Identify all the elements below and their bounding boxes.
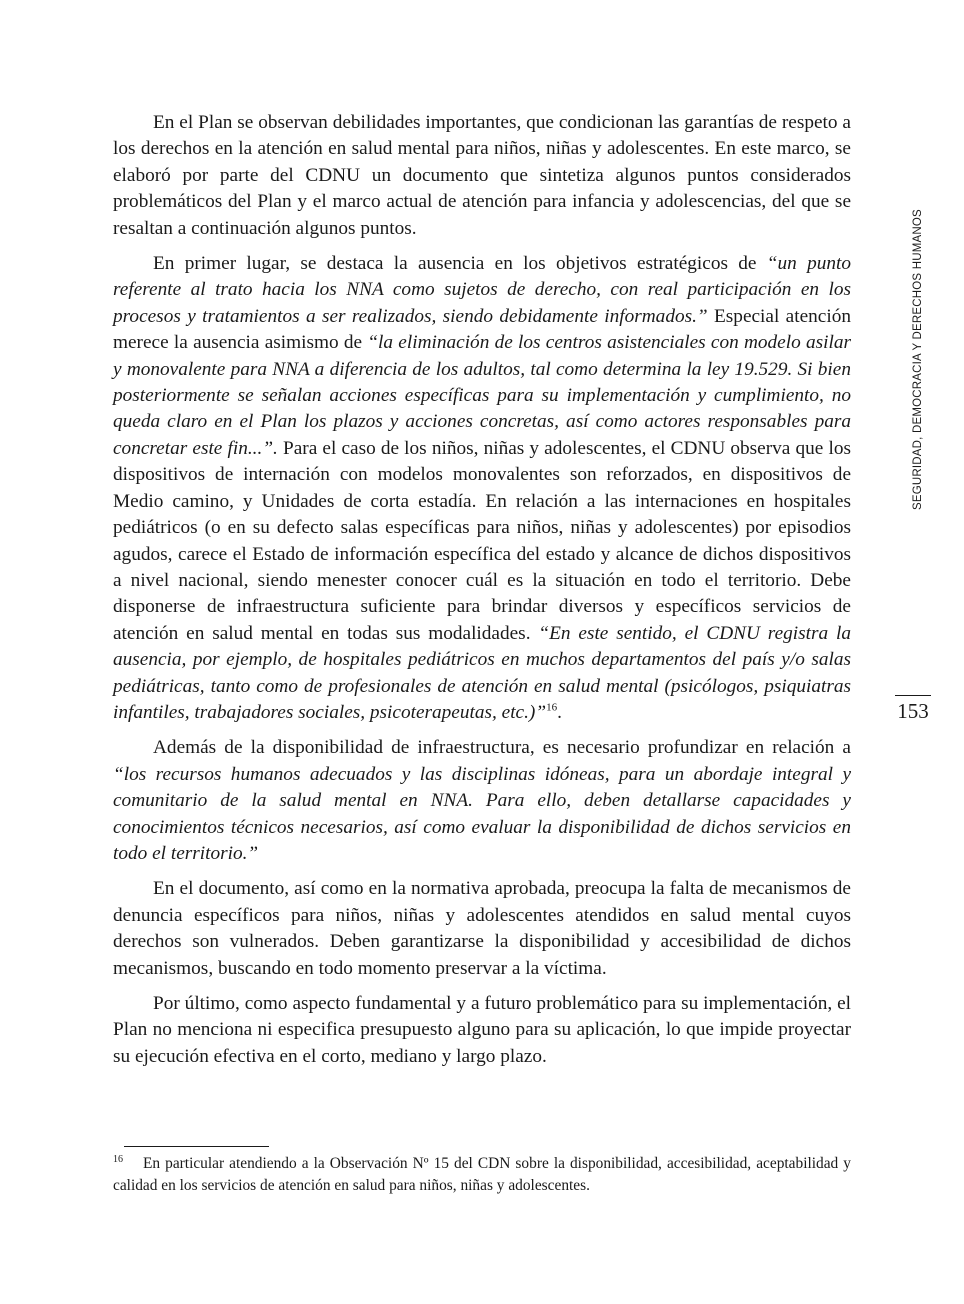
- running-header: SEGURIDAD, DEMOCRACIA Y DERECHOS HUMANOS: [912, 209, 924, 510]
- paragraph-1-text: En el Plan se observan debilidades importantes, que condicionan las garantías de respeto a los derechos en la atención en salud mental para niños, niñas y adolescentes. En este marco, se elaboró por parte del CDNU un documento que sintetiza algunos puntos considerados problemáticos del Plan y el marco actual de atención para infancia y adolescencias, del que se resaltan a continuación algunos puntos.: [113, 112, 851, 239]
- paragraph-1: [113, 110, 851, 242]
- paragraph-2-quote-3: “En este sentido, el CDNU registra la ausencia, por ejemplo, de hospitales pediátricos en muchos departamentos del país y/o salas pediátricas, tanto como de profesionales de atención en salud mental (psicólogos, psiquiatras infantiles, trabajadores sociales, psicoterapeutas, etc.)”: [113, 622, 851, 723]
- paragraph-2-quote-2: “la eliminación de los centros asistenciales con modelo asilar y monovalente para NNA a diferencia de los adultos, tal como determina la ley 19.529. Si bien posteriormente se señalan acciones específicas para su implementación y cumplimiento, no queda claro en el Plan los plazos y acciones concretas, así como actores responsables para concretar este fin...”.: [113, 332, 851, 459]
- footnote-reference[interactable]: 16: [546, 701, 558, 714]
- paragraph-2-text-c: Para el caso de los niños, niñas y adolescentes, el CDNU observa que los dispositivos de internación con modelos monovalentes son reforzados, en dispositivos de Medio camino, y Unidades de corta estadía. En relación a las internaciones en hospitales pediátricos (o en su defecto salas específicas para niños, niñas y adolescentes) por episodios agudos, carece el Estado de información específica del estado y alcance de dichos dispositivos a nivel nacional, siendo menester conocer cuál es la situación en todo el territorio. Debe disponerse de infraestructura suficiente para brindar diversos y específicos servicios de atención en salud mental en todas sus modalidades.: [113, 437, 851, 644]
- page-number-rule: [895, 695, 931, 696]
- paragraph-5: [113, 991, 851, 1070]
- paragraph-2: [113, 251, 851, 726]
- paragraph-5-text: Por último, como aspecto fundamental y a futuro problemático para su implementación, el Plan no menciona ni especifica presupuesto alguno para su aplicación, lo que impide proyectar su ejecución efectiva en el corto, mediano y largo plazo.: [113, 993, 851, 1067]
- paragraph-2-quote-1: “un punto referente al trato hacia los NNA como sujetos de derecho, con real participación en los procesos y tratamientos a ser realizados, siendo debidamente informados.”: [113, 253, 851, 327]
- paragraph-4: [113, 876, 851, 982]
- paragraph-3-quote: “los recursos humanos adecuados y las disciplinas idóneas, para un abordaje integral y comunitario de la salud mental en NNA. Para ello, deben detallarse capacidades y conocimientos técnicos necesarios, así como evaluar la disponibilidad de dichos servicios en todo el territorio.”: [113, 763, 851, 864]
- body-text: [113, 110, 851, 1079]
- paragraph-2-text-b: Especial atención merece la ausencia asimismo de: [113, 305, 851, 354]
- footnote-separator: [124, 1146, 269, 1147]
- paragraph-2-end: .: [557, 701, 562, 723]
- paragraph-4-text: En el documento, así como en la normativa aprobada, preocupa la falta de mecanismos de denuncia específicos para niños, niñas y adolescentes atendidos en salud mental cuyos derechos son vulnerados. Deben garantizarse la disponibilidad y accesibilidad de dichos mecanismos, buscando en todo momento preservar a la víctima.: [113, 878, 851, 979]
- paragraph-3: [113, 735, 851, 867]
- footnote-text: En particular atendiendo a la Observación Nº 15 del CDN sobre la disponibilidad, accesibilidad, aceptabilidad y calidad en los servicios de atención en salud para niños, niñas y adolescentes.: [113, 1155, 851, 1194]
- paragraph-2-text-a: En primer lugar, se destaca la ausencia en los objetivos estratégicos de: [153, 253, 767, 275]
- page-number: 153: [897, 699, 929, 723]
- footnote: 16 En particular atendiendo a la Observación Nº 15 del CDN sobre la disponibilidad, accesibilidad, aceptabilidad y calidad en los servicios de atención en salud para niños, niñas y adolescentes.: [113, 1153, 851, 1194]
- paragraph-3-text-a: Además de la disponibilidad de infraestructura, es necesario profundizar en relación a: [153, 737, 851, 759]
